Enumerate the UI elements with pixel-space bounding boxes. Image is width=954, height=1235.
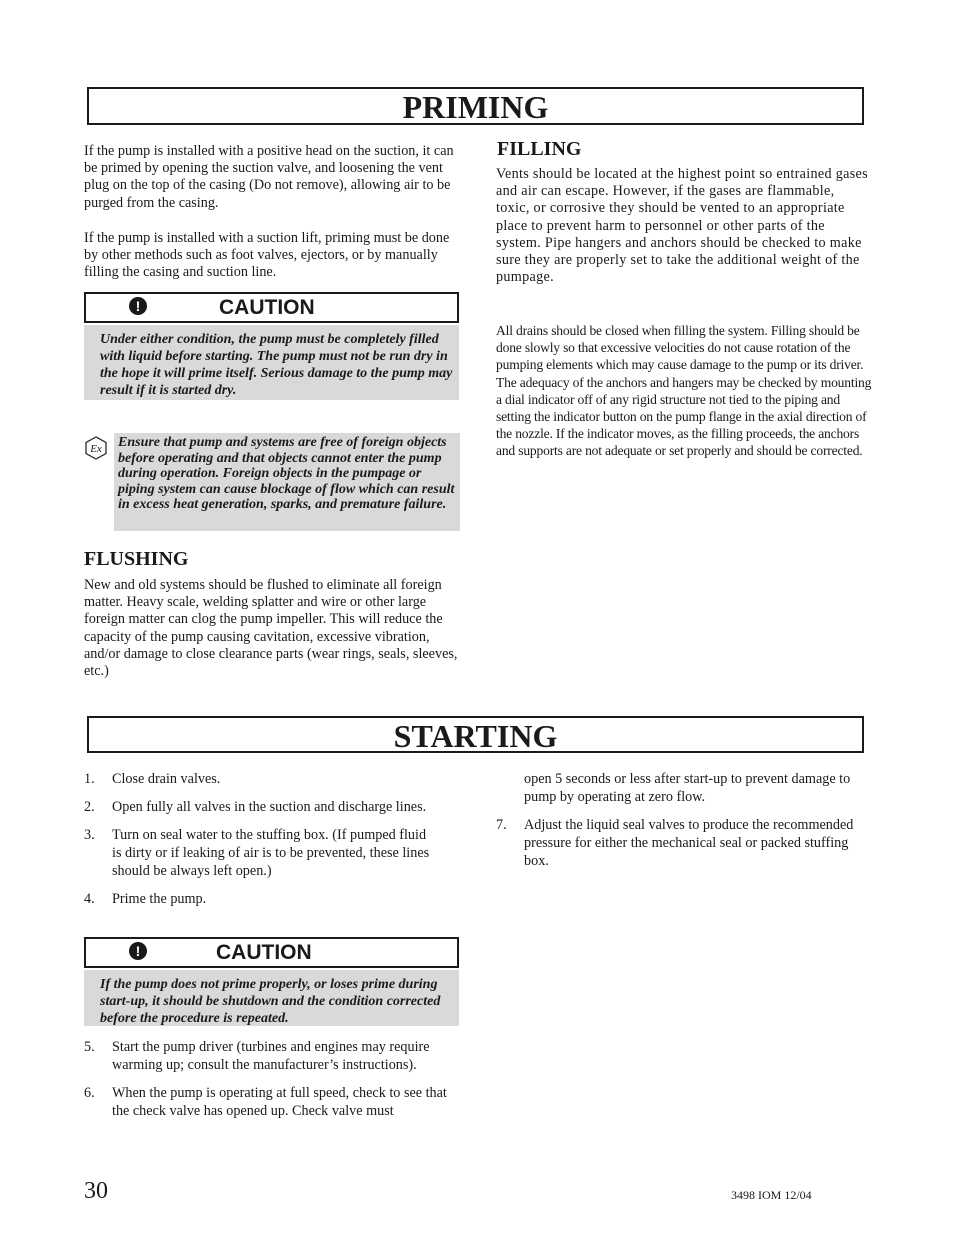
flushing-text: New and old systems should be flushed to eliminate all foreign matter. Heavy scale, welding splatter and wire or other large foreign matter can clog the pump impeller. This will reduce the capacity of the pump causing cavitation, excessive vibration, and/or damage to close clearance parts (wear rings, seals, sleeves, etc.) [84,577,458,680]
step-number: 2. [84,799,95,815]
page-number: 30 [84,1178,108,1204]
step-number: 1. [84,771,95,787]
priming-heading: PRIMING [87,87,864,125]
priming-paragraph-suction-lift: If the pump is installed with a suction lift, priming must be done by other methods such as foot valves, ejectors, or by manually filling the casing and suction line. [84,229,450,281]
filling-heading: FILLING [497,138,582,160]
caution-header [84,937,459,968]
step-text: Start the pump driver (turbines and engines may require warming up; consult the manufacturer’s instructions). [112,1039,430,1073]
step-text: Open fully all valves in the suction and discharge lines. [112,799,427,815]
flushing-heading: FLUSHING [84,548,189,570]
caution-note: Under either condition, the pump must be completely filled with liquid before starting. The pump must not be run dry in the hope it will prime itself. Serious damage to the pump may result if it is started dry. [84,325,459,400]
step-number: 6. [84,1085,95,1101]
caution-label: CAUTION [219,296,315,319]
step-text: Close drain valves. [112,771,221,787]
priming-intro [84,143,456,281]
step-number: 3. [84,827,95,843]
list-item [84,890,434,908]
step-text: Adjust the liquid seal valves to produce the recommended pressure for either the mechanical seal or packed stuffing box. [524,817,854,869]
document-id: 3498 IOM 12/04 [731,1188,812,1202]
step-text: Prime the pump. [112,891,207,907]
step-number: 4. [84,891,95,907]
priming-paragraph-positive-head: If the pump is installed with a positive head on the suction, it can be primed by opening the suction valve, and loosening the vent plug on the top of the casing (Do not remove), allowing air to be purged from the casing. [84,143,454,211]
step-number: 7. [496,817,507,833]
list-item [496,816,872,870]
step-text: Turn on seal water to the stuffing box. (If pumped fluid is dirty or if leaking of air is to be prevented, these lines should be always left open.) [112,827,430,879]
svg-text:Ex: Ex [90,443,102,455]
list-item [84,1084,459,1120]
filling-text-vents: Vents should be located at the highest point so entrained gases and air can escape. However, if the gases are flammable, toxic, or corrosive they should be vented to an appropriate place to prevent harm to personnel or other parts of the system. Pipe hangers and anchors should be checked to make sure they are properly set to take the additional weight of the pumpage. [496,166,868,286]
starting-steps-list-continued [84,1038,459,1130]
foreign-objects-warning: Ensure that pump and systems are free of foreign objects before operating and that objects cannot enter the pump during operation. Foreign objects in the pumpage or piping system can cause blockage of flow which can result in excess heat generation, sparks, and premature failure. [114,433,460,531]
list-item [84,826,434,880]
starting-steps-right-column [496,770,872,880]
list-item [84,798,434,816]
caution-note: If the pump does not prime properly, or loses prime during start-up, it should be shutdown and the condition corrected before the procedure is repeated. [84,970,459,1026]
warning-exclamation-icon: ! [129,942,147,960]
step-text: When the pump is operating at full speed, check to see that the check valve has opened up. Check valve must [112,1085,447,1119]
warning-exclamation-icon: ! [129,297,147,315]
explosion-proof-ex-icon [84,436,108,460]
caution-label: CAUTION [216,941,312,964]
list-item [84,770,434,788]
step-number: 5. [84,1039,95,1055]
filling-text-drains: All drains should be closed when filling the system. Filling should be done slowly so that excessive velocities do not cause rotation of the pumping elements which may cause damage to the pump or its driver. The adequacy of the anchors and hangers may be checked by mounting a dial indicator off of any rigid structure not tied to the piping and setting the indicator button on the pump flange in the axial direction of the nozzle. If the indicator moves, as the filling proceeds, the anchors and supports are not adequate or set properly and should be corrected. [496,323,872,459]
step-6-continuation: open 5 seconds or less after start-up to prevent damage to pump by operating at zero flow. [524,771,851,805]
starting-steps-list [84,770,434,918]
starting-heading: STARTING [87,716,864,753]
caution-header [84,292,459,323]
list-item [84,1038,459,1074]
